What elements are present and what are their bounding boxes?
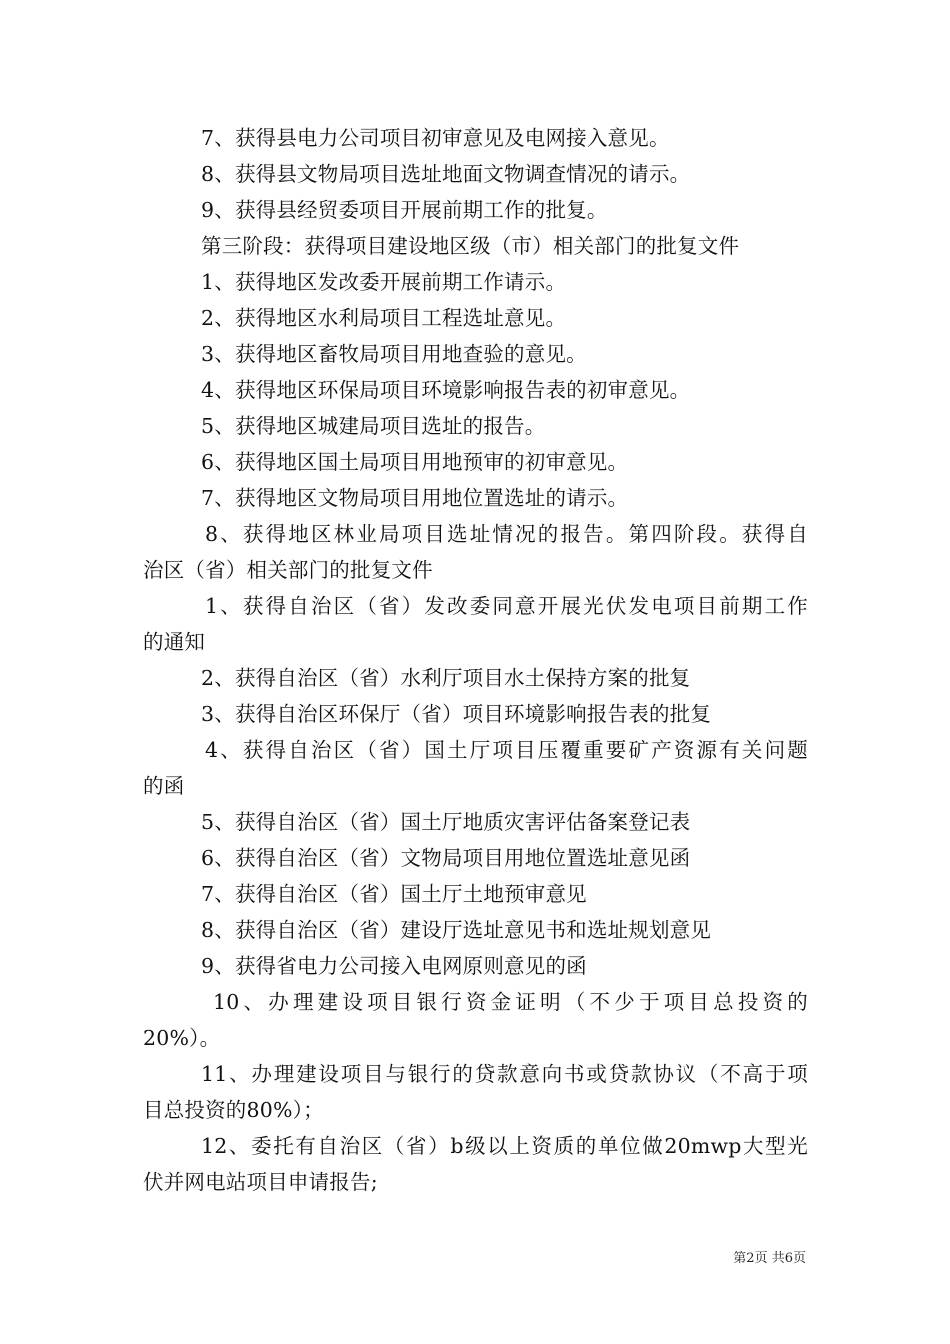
document-body	[143, 120, 808, 1200]
body-line: 2、获得地区水利局项目工程选址意见。	[201, 306, 567, 330]
body-line: 3、获得地区畜牧局项目用地查验的意见。	[201, 342, 587, 366]
body-line: 9、获得县经贸委项目开展前期工作的批复。	[201, 198, 608, 222]
footer-suffix: 页	[792, 1251, 806, 1266]
footer-prefix: 第	[733, 1251, 747, 1266]
body-line: 5、获得自治区（省）国土厅地质灾害评估备案登记表	[201, 810, 691, 834]
body-line: 7、获得县电力公司项目初审意见及电网接入意见。	[201, 126, 670, 150]
body-line: 6、获得自治区（省）文物局项目用地位置选址意见函	[201, 846, 691, 870]
body-line: 4、获得自治区（省）国土厅项目压覆重要矿产资源有关问题	[205, 738, 808, 762]
body-line: 6、获得地区国土局项目用地预审的初审意见。	[201, 450, 629, 474]
body-line: 7、获得自治区（省）国土厅土地预审意见	[201, 882, 587, 906]
body-line-continuation: 20%）。	[143, 1026, 221, 1050]
body-line: 4、获得地区环保局项目环境影响报告表的初审意见。	[201, 378, 691, 402]
body-line-continuation: 的函	[143, 774, 185, 798]
body-line: 7、获得地区文物局项目用地位置选址的请示。	[201, 486, 629, 510]
total-pages-number: 6	[784, 1251, 793, 1266]
body-line: 9、获得省电力公司接入电网原则意见的函	[201, 954, 587, 978]
body-line: 3、获得自治区环保厅（省）项目环境影响报告表的批复	[201, 702, 712, 726]
body-line: 1、获得自治区（省）发改委同意开展光伏发电项目前期工作	[205, 594, 808, 618]
body-line-continuation: 的通知	[143, 630, 206, 654]
body-line: 1、获得地区发改委开展前期工作请示。	[201, 270, 567, 294]
body-line: 11、办理建设项目与银行的贷款意向书或贷款协议（不高于项	[201, 1062, 808, 1086]
body-line: 5、获得地区城建局项目选址的报告。	[201, 414, 546, 438]
body-line-continuation: 伏并网电站项目申请报告;	[143, 1170, 378, 1194]
body-line: 12、委托有自治区（省）b级以上资质的单位做20mwp大型光	[201, 1134, 808, 1158]
page-number-footer	[733, 1247, 806, 1266]
body-line: 8、获得地区林业局项目选址情况的报告。第四阶段。获得自	[205, 522, 808, 546]
body-line: 8、获得县文物局项目选址地面文物调查情况的请示。	[201, 162, 691, 186]
section-heading: 第三阶段：获得项目建设地区级（市）相关部门的批复文件	[201, 234, 740, 258]
body-line: 10、办理建设项目银行资金证明（不少于项目总投资的	[213, 990, 808, 1014]
body-line: 8、获得自治区（省）建设厅选址意见书和选址规划意见	[201, 918, 712, 942]
footer-middle: 页 共	[754, 1251, 785, 1266]
body-line-continuation: 治区（省）相关部门的批复文件	[143, 558, 433, 582]
body-line-continuation: 目总投资的80%）；	[143, 1098, 324, 1122]
body-line: 2、获得自治区（省）水利厅项目水土保持方案的批复	[201, 666, 691, 690]
current-page-number: 2	[746, 1251, 755, 1266]
